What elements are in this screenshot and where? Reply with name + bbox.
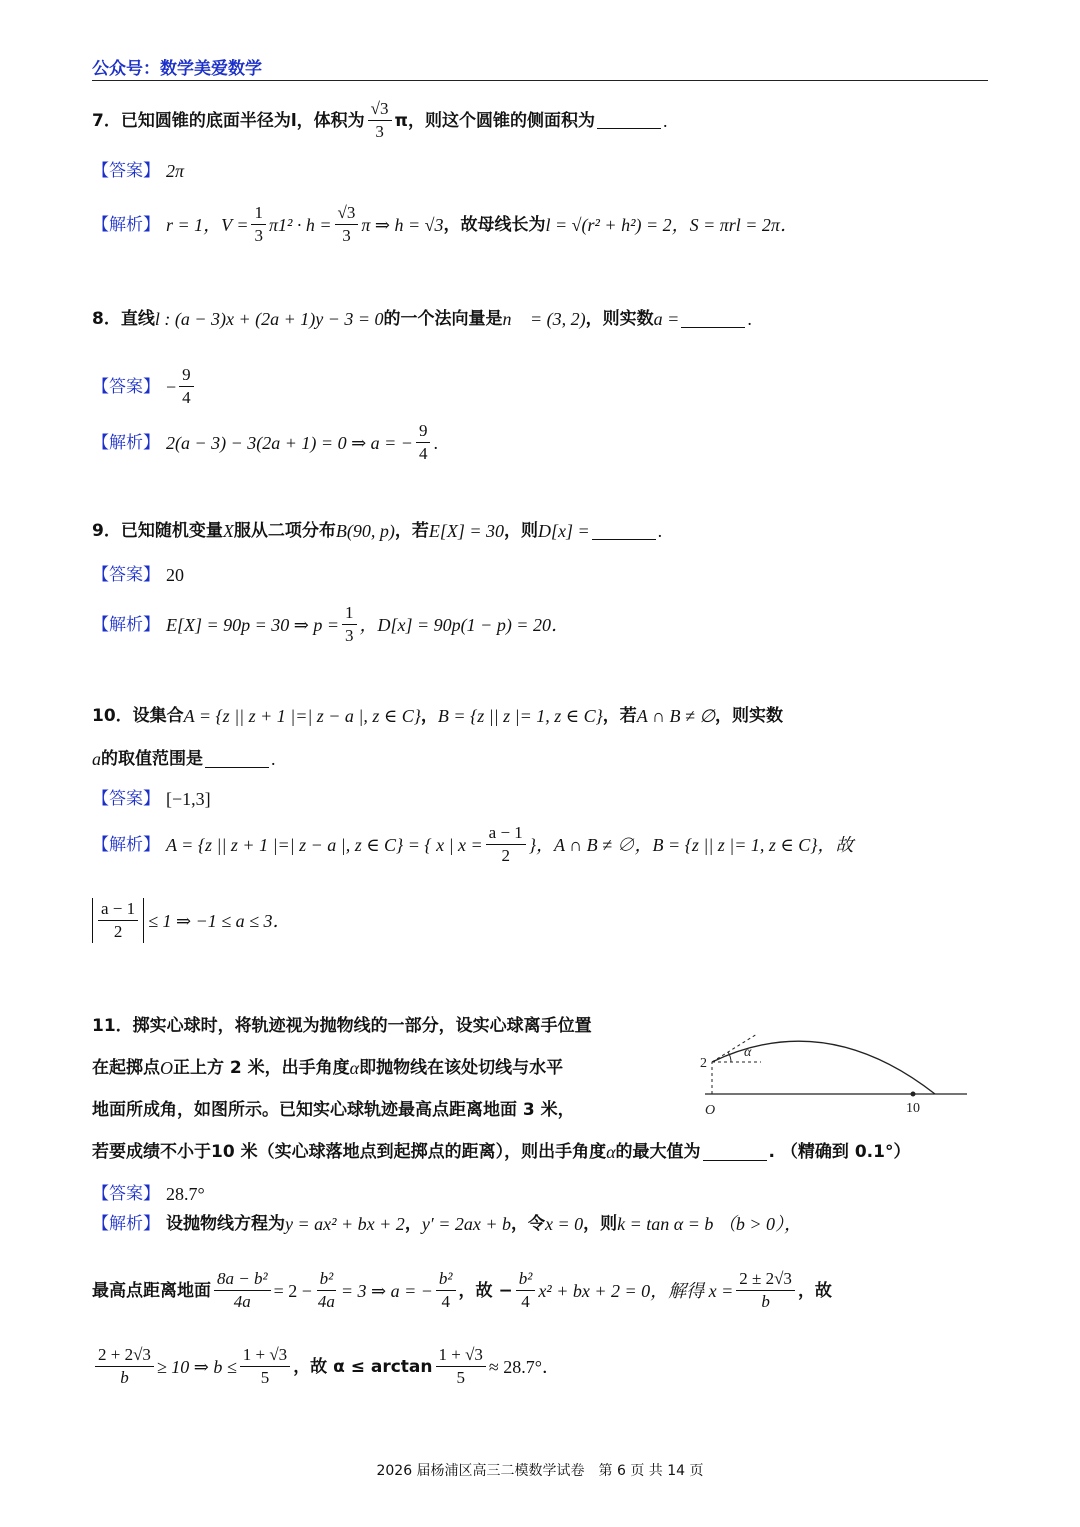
trajectory-diagram <box>695 1020 975 1120</box>
problem-7-question: 7．已知圆锥的底面半径为 l，体积为 $\frac{√3}{3}$ π，则这个圆锥的侧面积为 . <box>92 99 668 141</box>
problem-9-question: 9．已知随机变量 X 服从二项分布 B(90, p) ，若 E[X] = 30 ，则 D[x] = . <box>92 521 663 541</box>
problem-8-question: 8．直线 l : (a − 3)x + (2a + 1)y − 3 = 0 的一个法向量是 n⃗ = (3, 2) ，则实数 a = . <box>92 309 752 329</box>
problem-11-question-line1: 11．掷实心球时，将轨迹视为抛物线的一部分，设实心球离手位置 <box>92 1016 592 1036</box>
problem-10-solution-line2: $\frac{a - 1}{2}$ ≤ 1 ⇒ −1 ≤ a ≤ 3． <box>92 898 291 943</box>
answer-blank <box>703 1144 767 1161</box>
problem-7-solution: 【解析】 r = 1，V = $\frac{1}{3}$ π1² · h = $\frac{√3}{3}$ π ⇒ h = √3 ，故母线长为 l = √(r² + h²) = 2，S = πrl = 2π． <box>92 203 798 245</box>
landing-point <box>911 1092 916 1097</box>
label-origin: O <box>705 1103 716 1118</box>
problem-10-question-line2: a 的取值范围是 . <box>92 749 276 769</box>
problem-9-answer: 【答案】 20 <box>92 565 184 585</box>
header-rule <box>92 80 988 81</box>
problem-11-solution-line3: $\frac{2 + 2√3}{b}$ ≥ 10 ⇒ b ≤ $\frac{1 + √3}{5}$ ，故 α ≤ arctan $\frac{1 + √3}{5}$ ≈ 28.7°． <box>92 1344 560 1389</box>
answer-blank <box>597 112 661 129</box>
page-footer: 2026 届杨浦区高三二模数学试卷 第 6 页 共 14 页 <box>376 1463 704 1479</box>
problem-11-solution-line2: 最高点距离地面 $\frac{\text{8a − b²}}{4a}$ = 2 − $\frac{\text{b²}}{4a}$ = 3 ⇒ a = − $\frac{\text{b²}}{4}$ ，故 − $\frac{\text{b²}}{4}$ x² + bx + 2 = 0，解得 x = $\frac{2 \pm 2√3}{b}$ ，故 <box>92 1269 832 1311</box>
problem-11-question-line2: 在起掷点 O 正上方 2 米，出手角度 α 即抛物线在该处切线与水平 <box>92 1058 564 1078</box>
answer-blank <box>681 311 745 328</box>
problem-10-solution: 【解析】 A = {z || z + 1 |=| z − a |, z ∈ C} = { x | x = $\frac{a - 1}{2}$ }，A ∩ B ≠ ∅，B = {z || z |= 1, z ∈ C}，故 <box>92 823 854 865</box>
header-title: 公众号：数学美爱数学 <box>92 59 262 79</box>
label-alpha: α <box>744 1045 752 1060</box>
problem-8-solution: 【解析】 2(a − 3) − 3(2a + 1) = 0 ⇒ a = − $\frac{9}{4}$ . <box>92 421 438 463</box>
problem-10-answer: 【答案】 [−1,3] <box>92 789 211 809</box>
problem-11-question-line3: 地面所成角，如图所示。已知实心球轨迹最高点距离地面 3 米， <box>92 1100 575 1120</box>
problem-11-question-line4: 若要成绩不小于10 米（实心球落地点到起掷点的距离），则出手角度 α 的最大值为 . （精确到 0.1°） <box>92 1142 911 1162</box>
problem-9-solution: 【解析】 E[X] = 90p = 30 ⇒ p = $\frac{1}{3}$ ，D[x] = 90p(1 − p) = 20． <box>92 603 569 645</box>
problem-8-answer: 【答案】 − $\frac{9}{4}$ <box>92 364 197 409</box>
problem-7-answer: 【答案】 2π <box>92 161 185 181</box>
problem-11-answer: 【答案】 28.7° <box>92 1184 205 1204</box>
answer-blank <box>205 751 269 768</box>
label-2: 2 <box>700 1056 707 1071</box>
fraction: $\frac{√3}{3}$ <box>368 98 392 143</box>
label-10: 10 <box>906 1101 920 1116</box>
problem-11-solution-line1: 【解析】 设抛物线方程为 y = ax² + bx + 2 ， y′ = 2ax + b ，令 x = 0 ，则 k = tan α = b （b > 0）， <box>92 1214 803 1234</box>
problem-10-question: 10．设集合 A = {z || z + 1 |=| z − a |, z ∈ C} ， B = {z || z |= 1, z ∈ C} ，若 A ∩ B ≠ ∅ ，则实数 <box>92 706 784 726</box>
answer-blank <box>592 523 656 540</box>
